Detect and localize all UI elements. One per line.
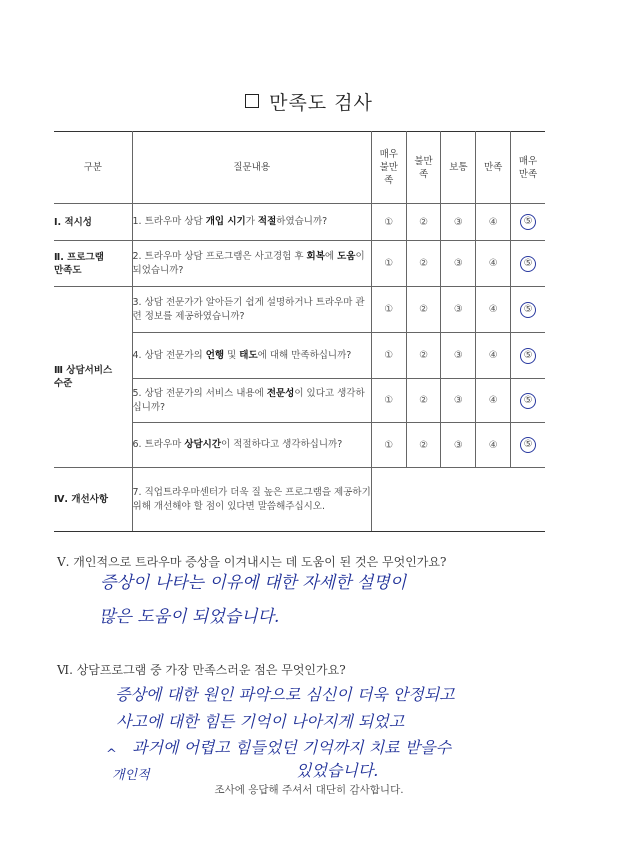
q3-option-4[interactable]: [476, 287, 511, 333]
q1-option-3[interactable]: [441, 204, 476, 241]
q3-option-5[interactable]: [511, 287, 545, 333]
table-row: [54, 204, 545, 241]
section-6-answer-line4: 있었습니다.: [296, 761, 379, 780]
selected-circle-mark: ⑤: [520, 302, 536, 318]
scale-mark: ③: [453, 304, 463, 315]
scale-mark: ③: [453, 395, 463, 406]
header-scale-1: 매우 불만 족: [371, 132, 406, 204]
question-4: 4. 상담 전문가의 언행 및 태도에 대해 만족하십니까?: [132, 333, 371, 379]
question-3: 3. 상담 전문가가 알아듣기 쉽게 설명하거나 트라우마 관련 정보를 제공하였습니까?: [132, 287, 371, 333]
section-5-answer-line1: 증상이 나타는 이유에 대한 자세한 설명이: [100, 573, 407, 593]
header-scale-4: 만족: [476, 132, 511, 204]
q5-option-5[interactable]: [511, 379, 545, 423]
document-title: [0, 88, 618, 115]
q4-option-2[interactable]: [406, 333, 441, 379]
selected-circle-mark: ⑤: [520, 256, 536, 272]
section-6-answer-line3: 과거에 어렵고 힘들었던 기억까지 치료 받을수: [132, 738, 452, 757]
footer-thanks: 조사에 응답해 주셔서 대단히 감사합니다.: [214, 784, 404, 796]
q3-option-2[interactable]: [406, 287, 441, 333]
header-category: 구분: [54, 132, 132, 204]
scale-mark: ②: [419, 350, 429, 361]
scale-mark: ④: [488, 304, 498, 315]
scale-mark: ①: [384, 304, 394, 315]
q7-answer-area[interactable]: [371, 468, 545, 532]
q4-option-1[interactable]: [371, 333, 406, 379]
q6-option-5[interactable]: [511, 423, 545, 468]
category-improvements: Ⅳ. 개선사항: [54, 468, 132, 532]
scale-mark: ②: [419, 258, 429, 269]
q2-option-4[interactable]: [476, 241, 511, 287]
table-row: [54, 241, 545, 287]
q6-option-2[interactable]: [406, 423, 441, 468]
selected-circle-mark: ⑤: [520, 437, 536, 453]
survey-table: [54, 131, 545, 532]
scale-mark: ③: [453, 258, 463, 269]
header-scale-3: 보통: [441, 132, 476, 204]
scale-mark: ③: [453, 350, 463, 361]
question-1: 1. 트라우마 상담 개입 시기가 적절하였습니까?: [132, 204, 371, 241]
header-scale-2: 불만 족: [406, 132, 441, 204]
q6-option-3[interactable]: [441, 423, 476, 468]
category-timeliness: Ⅰ. 적시성: [54, 204, 132, 241]
scale-mark: ②: [419, 304, 429, 315]
q2-option-1[interactable]: [371, 241, 406, 287]
scale-mark: ②: [419, 216, 429, 228]
scale-mark: ①: [384, 216, 394, 228]
q1-option-4[interactable]: [476, 204, 511, 241]
scale-mark: ②: [419, 395, 429, 406]
scale-mark: ④: [488, 350, 498, 361]
q3-option-3[interactable]: [441, 287, 476, 333]
q3-option-1[interactable]: [371, 287, 406, 333]
title-text: 만족도 검사: [269, 92, 373, 114]
q4-option-4[interactable]: [476, 333, 511, 379]
q5-option-4[interactable]: [476, 379, 511, 423]
selected-circle-mark: ⑤: [520, 393, 536, 409]
section-5-answer-line2: 많은 도움이 되었습니다.: [99, 607, 280, 627]
scale-mark: ①: [384, 350, 394, 361]
question-7: 7. 직업트라우마센터가 더욱 질 높은 프로그램을 제공하기 위해 개선해야 할 점이 있다면 말씀해주십시오.: [132, 468, 371, 532]
question-2: 2. 트라우마 상담 프로그램은 사고경험 후 회복에 도움이 되었습니까?: [132, 241, 371, 287]
scale-mark: ③: [453, 216, 463, 228]
scale-mark: ①: [384, 439, 394, 451]
selected-circle-mark: ⑤: [520, 214, 536, 230]
scale-mark: ①: [384, 258, 394, 269]
question-5: 5. 상담 전문가의 서비스 내용에 전문성이 있다고 생각하십니까?: [132, 379, 371, 423]
q5-option-1[interactable]: [371, 379, 406, 423]
header-scale-5: 매우 만족: [511, 132, 545, 204]
scale-mark: ④: [488, 439, 498, 451]
section-5-question: Ⅴ. 개인적으로 트라우마 증상을 이겨내시는 데 도움이 된 것은 무엇인가요?: [57, 555, 447, 569]
section-6-insertion-caret: ^: [106, 747, 117, 762]
header-question: 질문내용: [132, 132, 371, 204]
scale-mark: ③: [453, 439, 463, 451]
q5-option-3[interactable]: [441, 379, 476, 423]
table-row: [54, 468, 545, 532]
scale-mark: ④: [488, 216, 498, 228]
section-6-answer-line1: 증상에 대한 원인 파악으로 심신이 더욱 안정되고: [115, 685, 455, 704]
section-6-answer-insert: 개인적: [112, 768, 150, 783]
table-header-row: [54, 132, 545, 204]
question-6: 6. 트라우마 상담시간이 적절하다고 생각하십니까?: [132, 423, 371, 468]
scale-mark: ④: [488, 395, 498, 406]
q6-option-1[interactable]: [371, 423, 406, 468]
q4-option-5[interactable]: [511, 333, 545, 379]
q4-option-3[interactable]: [441, 333, 476, 379]
scale-mark: ②: [419, 439, 429, 451]
selected-circle-mark: ⑤: [520, 348, 536, 364]
q1-option-1[interactable]: [371, 204, 406, 241]
checkbox-square-icon: [245, 94, 259, 108]
category-program-satisfaction: Ⅱ. 프로그램 만족도: [54, 241, 132, 287]
q5-option-2[interactable]: [406, 379, 441, 423]
section-6-question: Ⅵ. 상담프로그램 중 가장 만족스러운 점은 무엇인가요?: [57, 663, 346, 677]
q1-option-5[interactable]: [511, 204, 545, 241]
scale-mark: ①: [384, 395, 394, 406]
category-service-level: Ⅲ 상담서비스 수준: [54, 287, 132, 468]
q1-option-2[interactable]: [406, 204, 441, 241]
q2-option-2[interactable]: [406, 241, 441, 287]
scale-mark: ④: [488, 258, 498, 269]
section-6-answer-line2: 사고에 대한 힘든 기억이 나아지게 되었고: [116, 712, 405, 731]
table-row: [54, 287, 545, 333]
q2-option-5[interactable]: [511, 241, 545, 287]
q2-option-3[interactable]: [441, 241, 476, 287]
q6-option-4[interactable]: [476, 423, 511, 468]
